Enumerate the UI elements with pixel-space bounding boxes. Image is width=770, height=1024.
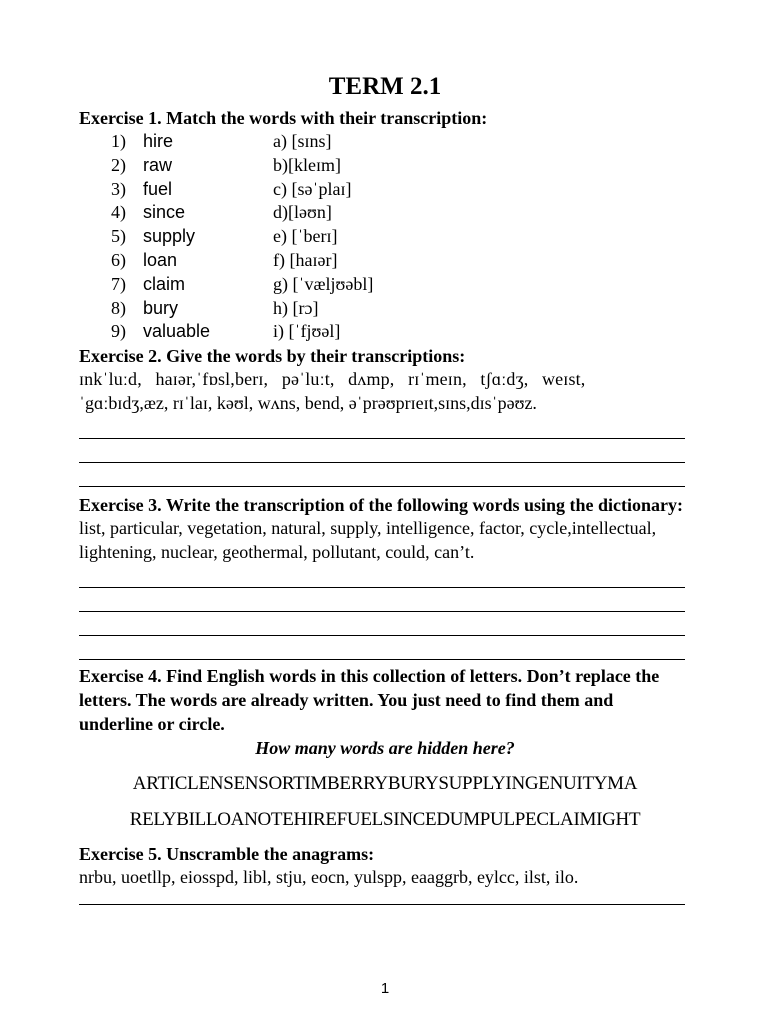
item-word: loan (143, 249, 178, 270)
item-transcription: e) [ˈberɪ] (273, 226, 338, 247)
item-transcription: f) [haɪər] (273, 249, 338, 270)
item-word: bury (143, 297, 179, 318)
worksheet-page (79, 72, 691, 905)
transcriptions-line-1: ɪnkˈluːd, haɪər,ˈfɒsl,berɪ, pəˈluːt, dʌmp, rɪˈmeɪn, tʃɑːdʒ, weɪst, (79, 369, 586, 390)
matching-list (111, 130, 691, 344)
item-transcription: g) [ˈvæljʊəbl] (273, 273, 374, 294)
item-transcription: b)[kleɪm] (273, 154, 341, 175)
list-item (111, 130, 691, 154)
item-word: raw (143, 154, 173, 175)
exercise-2-heading: Exercise 2. Give the words by their transcriptions: (79, 346, 466, 367)
exercise-3-heading: Exercise 3. Write the transcription of the following words using the dictionary: (79, 495, 683, 516)
list-item (111, 320, 691, 344)
item-transcription: a) [sɪns] (273, 131, 332, 151)
answer-line[interactable] (79, 588, 685, 612)
item-transcription: c) [səˈplaɪ] (273, 178, 352, 199)
answer-line[interactable] (79, 463, 685, 487)
item-number: 1) (111, 131, 126, 151)
answer-line[interactable] (79, 636, 685, 660)
list-item (111, 297, 691, 321)
list-item (111, 225, 691, 249)
letters-row-2: RELYBILLOANOTEHIREFUELSINCEDUMPULPECLAIMIGHT (129, 809, 641, 831)
item-word: fuel (143, 178, 173, 199)
exercise-4-heading: Exercise 4. Find English words in this collection of letters. Don’t replace the letters. The words are already written. You just need to find them and underline or circle. (79, 666, 660, 735)
exercise-4-question: How many words are hidden here? (255, 738, 515, 759)
item-word: supply (143, 226, 196, 247)
item-number: 7) (111, 273, 126, 294)
item-number: 3) (111, 178, 126, 199)
list-item (111, 178, 691, 202)
page-number: 1 (380, 980, 390, 997)
transcriptions-line-2: ˈgɑːbɪdʒ,æz, rɪˈlaɪ, kəʊl, wʌns, bend, əˈprəʊprɪeɪt,sɪns,dɪsˈpəʊz. (79, 392, 537, 413)
exercise-1-heading: Exercise 1. Match the words with their transcription: (79, 108, 488, 128)
item-transcription: h) [rɔ] (273, 297, 319, 318)
answer-line[interactable] (79, 439, 685, 463)
item-transcription: d)[ləʊn] (273, 202, 332, 223)
item-number: 2) (111, 154, 126, 175)
item-number: 6) (111, 249, 126, 270)
exercise-3-words: list, particular, vegetation, natural, supply, intelligence, factor, cycle,intellectual, lightening, nuclear, geothermal, pollutant, could, can’t. (79, 518, 657, 562)
item-number: 5) (111, 226, 126, 247)
item-word: since (143, 202, 186, 223)
letters-row-1: ARTICLENSENSORTIMBERRYBURYSUPPLYINGENUITYMA (132, 773, 638, 795)
exercise-5-heading: Exercise 5. Unscramble the anagrams: (79, 844, 375, 865)
item-number: 8) (111, 297, 126, 318)
item-word: valuable (143, 321, 211, 342)
answer-line[interactable] (79, 564, 685, 588)
list-item (111, 201, 691, 225)
item-number: 4) (111, 202, 126, 223)
list-item (111, 154, 691, 178)
answer-line[interactable] (79, 612, 685, 636)
list-item (111, 249, 691, 273)
item-number: 9) (111, 321, 126, 342)
anagrams-list: nrbu, uoetllp, eiosspd, libl, stju, eocn, yulspp, eaaggrb, eylcc, ilst, ilo. (79, 867, 579, 888)
item-word: claim (143, 273, 186, 294)
item-transcription: i) [ˈfjʊəl] (273, 321, 341, 342)
page-title: TERM 2.1 (328, 73, 442, 100)
item-word: hire (143, 131, 174, 151)
list-item (111, 273, 691, 297)
answer-line[interactable] (79, 890, 685, 905)
answer-line[interactable] (79, 415, 685, 439)
